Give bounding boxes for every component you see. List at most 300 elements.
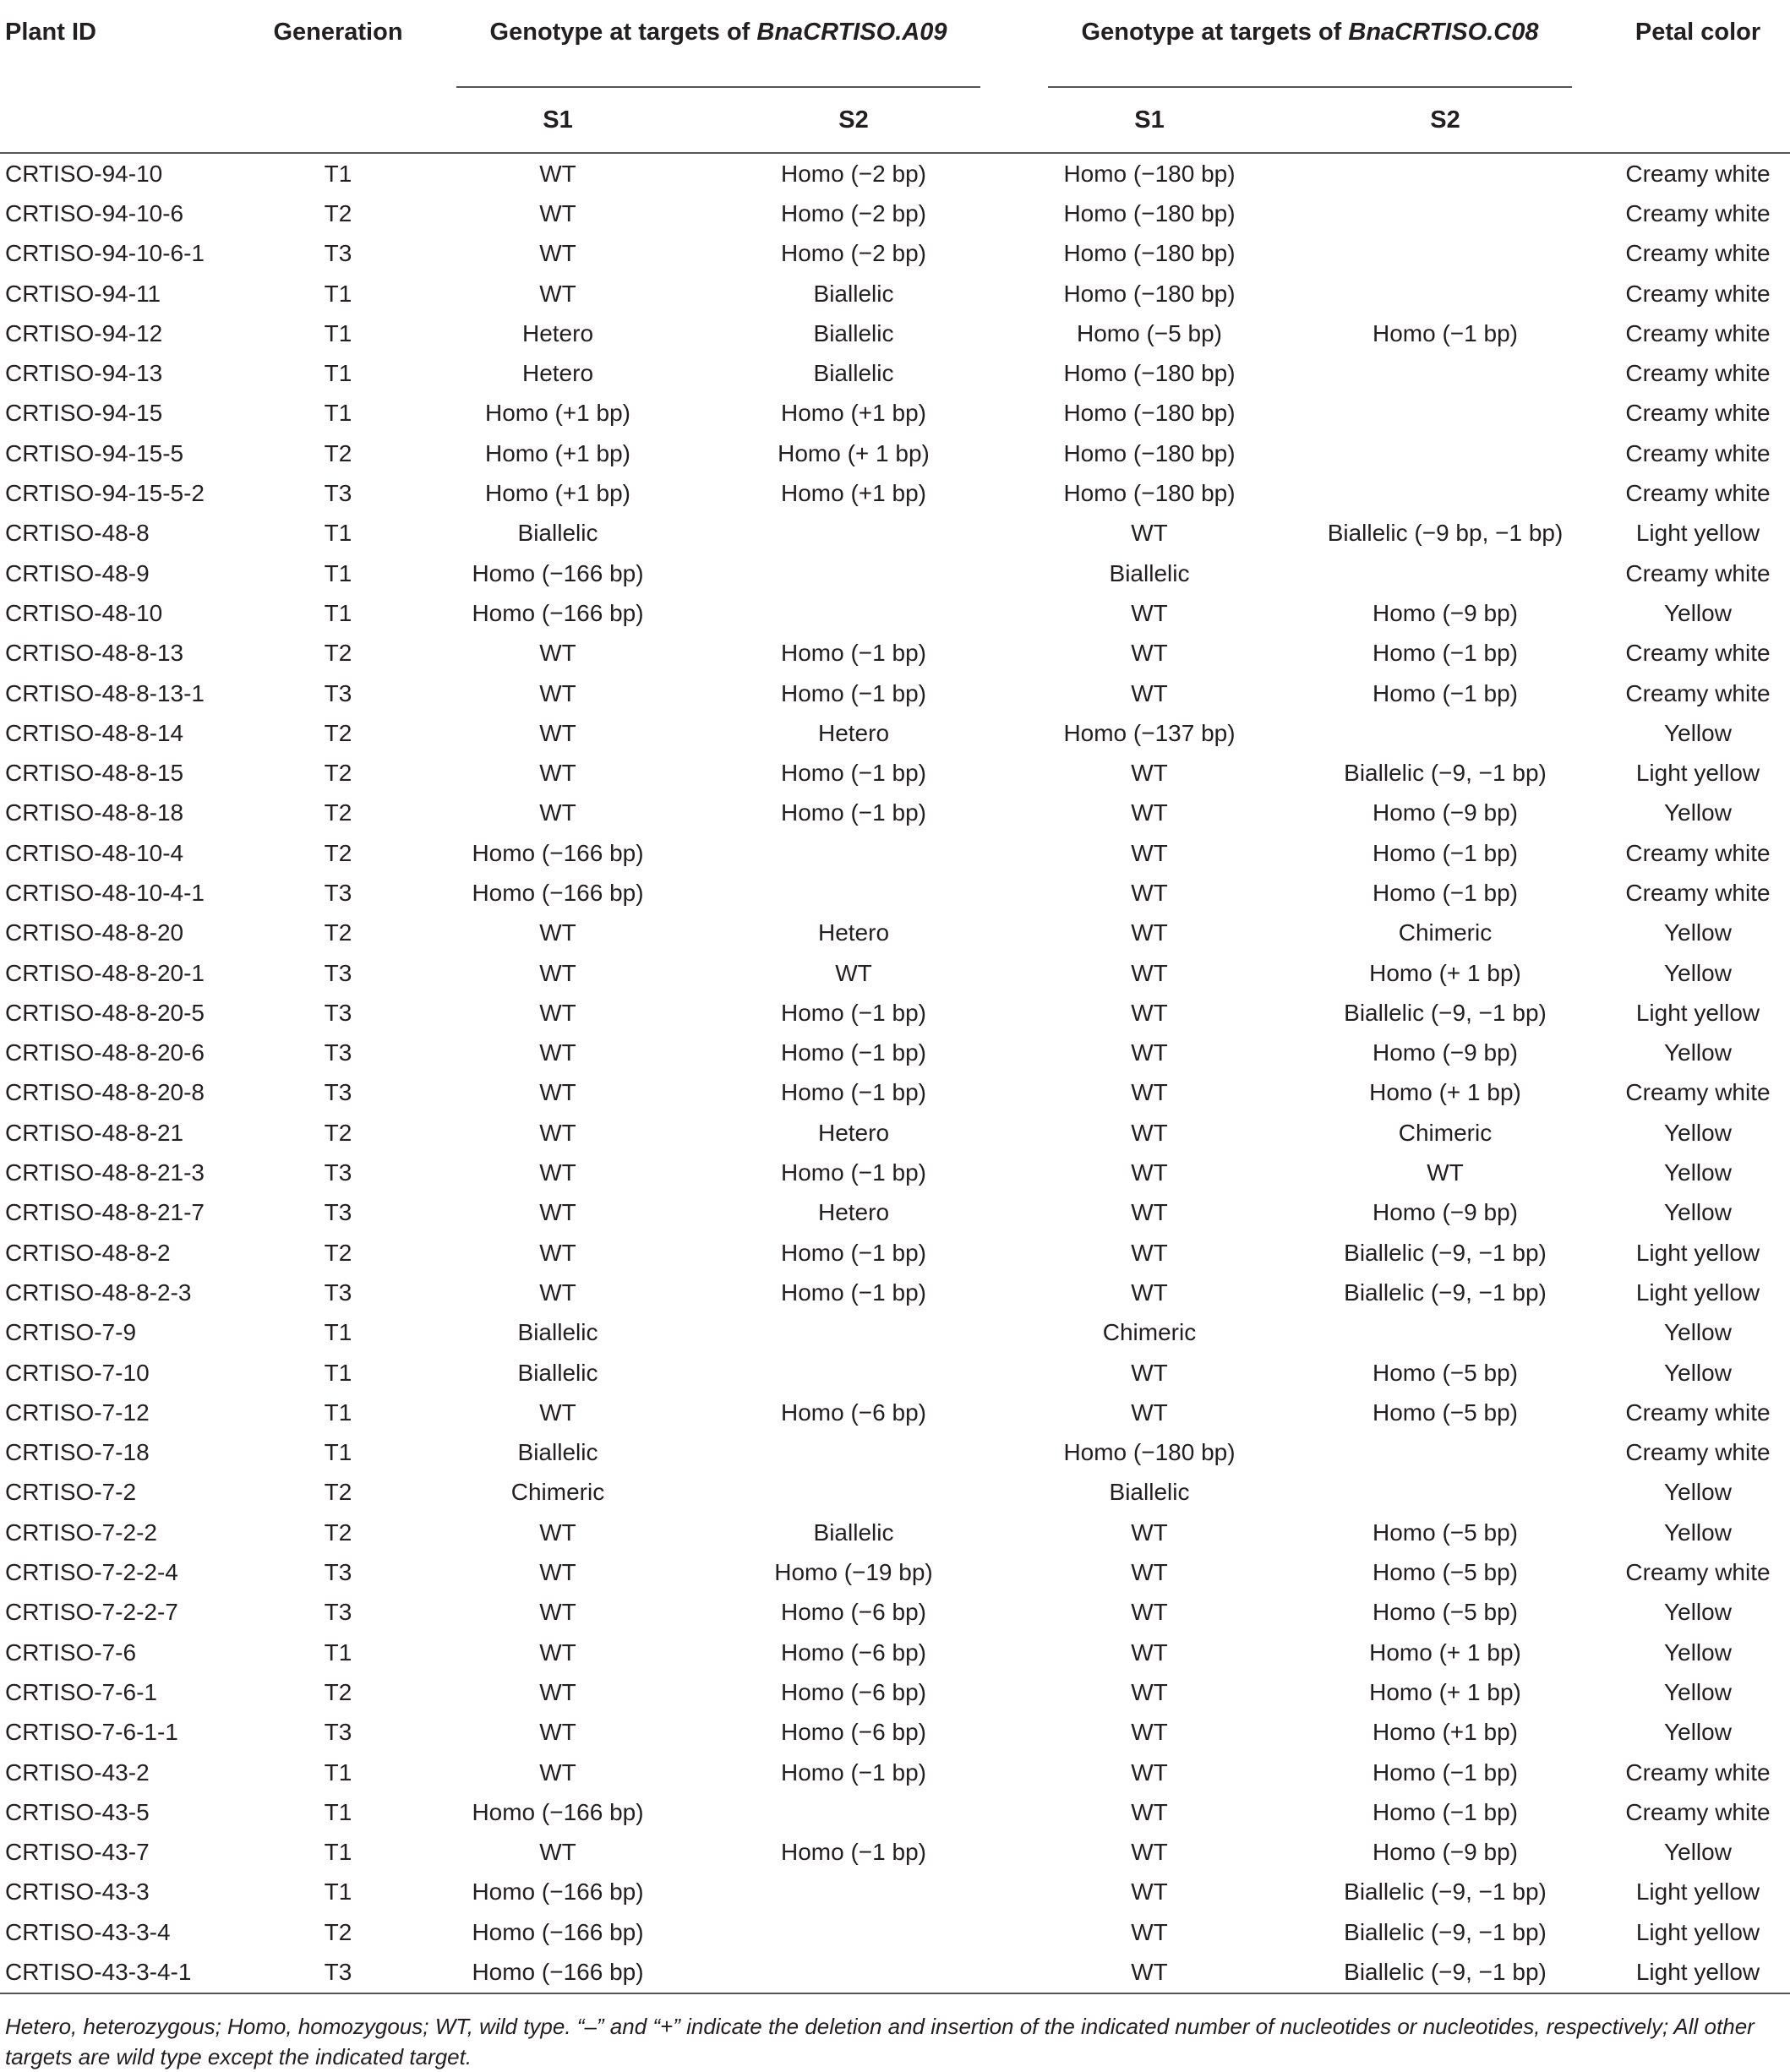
cell-petal-color: Yellow: [1664, 1719, 1732, 1746]
cell-c08-s2: [1285, 713, 1606, 753]
cell-generation: T1: [324, 160, 352, 187]
cell-plant-id: CRTISO-48-8: [5, 520, 150, 547]
cell-c08-s2: WT: [1427, 1159, 1464, 1186]
cell-petal-color: Creamy white: [1625, 1559, 1771, 1586]
cell-c08-s1: WT: [1131, 599, 1168, 626]
cell-c08-s2: [1285, 353, 1606, 393]
cell-petal-color: Creamy white: [1625, 280, 1771, 307]
cell-a09-s2: Homo (−1 bp): [781, 799, 926, 826]
table-row: [0, 793, 1790, 833]
cell-petal-color: Yellow: [1664, 1359, 1732, 1386]
cell-c08-s2: Homo (−1 bp): [1373, 679, 1518, 706]
cell-generation: T1: [324, 1839, 352, 1866]
cell-petal-color: Creamy white: [1625, 240, 1771, 267]
header-a09-s1: S1: [543, 106, 573, 134]
cell-plant-id: CRTISO-48-8-21-3: [5, 1159, 205, 1186]
cell-generation: T1: [324, 559, 352, 586]
cell-c08-s2: Homo (−9 bp): [1373, 1039, 1518, 1066]
cell-plant-id: CRTISO-48-10-4: [5, 839, 184, 866]
cell-petal-color: Yellow: [1664, 1599, 1732, 1626]
cell-a09-s1: WT: [539, 1079, 576, 1106]
cell-a09-s1: WT: [539, 959, 576, 986]
cell-petal-color: Yellow: [1664, 1199, 1732, 1226]
cell-c08-s2: [1285, 194, 1606, 233]
table-row: [0, 1792, 1790, 1832]
table-row: [0, 1593, 1790, 1633]
cell-petal-color: Creamy white: [1625, 1079, 1771, 1106]
cell-c08-s2: Homo (+ 1 bp): [1369, 1079, 1521, 1106]
cell-c08-s1: WT: [1131, 1239, 1168, 1266]
cell-plant-id: CRTISO-94-10: [5, 160, 163, 187]
header-group-c08: [1014, 0, 1606, 88]
cell-plant-id: CRTISO-7-2-2: [5, 1519, 157, 1546]
cell-c08-s2: Biallelic (−9, −1 bp): [1344, 1279, 1547, 1306]
cell-petal-color: Creamy white: [1625, 439, 1771, 466]
cell-a09-s1: Hetero: [521, 319, 594, 346]
cell-a09-s1: WT: [539, 640, 576, 667]
cell-a09-s2: [693, 1313, 1014, 1353]
cell-a09-s1: Homo (−166 bp): [472, 879, 644, 906]
cell-a09-s1: Homo (+1 bp): [485, 439, 630, 466]
cell-generation: T2: [324, 839, 352, 866]
cell-plant-id: CRTISO-94-10-6-1: [5, 240, 205, 267]
cell-a09-s2: Homo (−6 bp): [781, 1639, 926, 1666]
cell-a09-s1: Homo (−166 bp): [472, 559, 644, 586]
cell-a09-s2: [693, 1873, 1014, 1912]
cell-plant-id: CRTISO-48-8-2: [5, 1239, 171, 1266]
cell-petal-color: Creamy white: [1625, 199, 1771, 226]
cell-a09-s2: Homo (−2 bp): [781, 240, 926, 267]
cell-c08-s1: WT: [1131, 799, 1168, 826]
cell-a09-s2: Biallelic: [813, 1519, 894, 1546]
cell-c08-s1: Homo (−5 bp): [1077, 319, 1222, 346]
cell-petal-color: Creamy white: [1625, 640, 1771, 667]
table-row: [0, 234, 1790, 274]
cell-a09-s1: Hetero: [521, 360, 594, 387]
cell-plant-id: CRTISO-48-8-20-1: [5, 959, 205, 986]
cell-generation: T2: [324, 799, 352, 826]
cell-a09-s1: Homo (−166 bp): [472, 839, 644, 866]
cell-c08-s2: Biallelic (−9, −1 bp): [1344, 1918, 1547, 1945]
cell-a09-s1: WT: [539, 679, 576, 706]
cell-a09-s1: Chimeric: [510, 1479, 605, 1506]
cell-c08-s1: WT: [1131, 1798, 1168, 1825]
table-row: [0, 634, 1790, 673]
cell-a09-s1: WT: [539, 1239, 576, 1266]
cell-a09-s2: Biallelic: [813, 280, 894, 307]
table-row: [0, 1033, 1790, 1073]
header-generation: Generation: [273, 19, 403, 46]
cell-a09-s2: Homo (−6 bp): [781, 1599, 926, 1626]
cell-a09-s1: WT: [539, 280, 576, 307]
table-row: [0, 1473, 1790, 1513]
cell-plant-id: CRTISO-7-2-2-4: [5, 1559, 178, 1586]
cell-a09-s2: Homo (+1 bp): [781, 400, 926, 427]
cell-c08-s2: [1285, 234, 1606, 274]
cell-a09-s1: Biallelic: [517, 1319, 598, 1346]
cell-c08-s2: [1285, 1433, 1606, 1473]
cell-generation: T3: [324, 1279, 352, 1306]
cell-a09-s1: WT: [539, 160, 576, 187]
cell-plant-id: CRTISO-48-8-2-3: [5, 1279, 192, 1306]
table-row: [0, 1393, 1790, 1432]
cell-c08-s1: WT: [1131, 1639, 1168, 1666]
cell-petal-color: Yellow: [1664, 799, 1732, 826]
cell-generation: T2: [324, 1519, 352, 1546]
cell-plant-id: CRTISO-7-10: [5, 1359, 150, 1386]
cell-plant-id: CRTISO-48-9: [5, 559, 150, 586]
table-row: [0, 1832, 1790, 1872]
table-row: [0, 833, 1790, 873]
cell-c08-s2: Homo (+ 1 bp): [1369, 1678, 1521, 1705]
cell-plant-id: CRTISO-48-8-20-5: [5, 999, 205, 1026]
cell-c08-s1: WT: [1131, 760, 1168, 787]
cell-a09-s1: WT: [539, 1119, 576, 1146]
cell-a09-s1: Homo (−166 bp): [472, 1798, 644, 1825]
cell-c08-s2: Homo (−5 bp): [1373, 1399, 1518, 1426]
cell-a09-s1: WT: [539, 1599, 576, 1626]
cell-plant-id: CRTISO-43-2: [5, 1758, 150, 1786]
cell-c08-s2: Homo (−9 bp): [1373, 1839, 1518, 1866]
cell-c08-s2: Homo (−5 bp): [1373, 1519, 1518, 1546]
cell-a09-s2: Hetero: [817, 1199, 890, 1226]
cell-c08-s2: Homo (+ 1 bp): [1369, 959, 1521, 986]
cell-generation: T3: [324, 879, 352, 906]
cell-a09-s2: [693, 1473, 1014, 1513]
cell-plant-id: CRTISO-48-8-20-8: [5, 1079, 205, 1106]
cell-a09-s2: Homo (−1 bp): [781, 1079, 926, 1106]
cell-c08-s1: Biallelic: [1109, 559, 1190, 586]
cell-a09-s2: Homo (−1 bp): [781, 1159, 926, 1186]
cell-generation: T2: [324, 640, 352, 667]
cell-c08-s1: WT: [1131, 1279, 1168, 1306]
cell-c08-s1: Homo (−180 bp): [1063, 199, 1236, 226]
cell-a09-s1: WT: [539, 760, 576, 787]
cell-a09-s2: [693, 553, 1014, 593]
cell-c08-s1: WT: [1131, 1918, 1168, 1945]
cell-petal-color: Yellow: [1664, 1839, 1732, 1866]
cell-c08-s1: Homo (−180 bp): [1063, 1439, 1236, 1466]
header-c08-s2: S2: [1430, 106, 1460, 134]
cell-petal-color: Creamy white: [1625, 879, 1771, 906]
cell-plant-id: CRTISO-7-9: [5, 1319, 137, 1346]
cell-petal-color: Yellow: [1664, 1319, 1732, 1346]
table-header: [0, 0, 1790, 153]
cell-a09-s2: [693, 1353, 1014, 1393]
cell-c08-s1: Homo (−180 bp): [1063, 400, 1236, 427]
header-group-a09-gene: BnaCRTISO.A09: [756, 19, 947, 46]
table-row: [0, 1633, 1790, 1672]
table-row: [0, 1073, 1790, 1113]
header-blank: [1606, 88, 1790, 153]
cell-petal-color: Light yellow: [1635, 999, 1760, 1026]
cell-generation: T1: [324, 599, 352, 626]
cell-c08-s1: WT: [1131, 1678, 1168, 1705]
table-row: [0, 1753, 1790, 1792]
cell-petal-color: Yellow: [1664, 1678, 1732, 1705]
header-group-a09: [423, 0, 1014, 88]
cell-c08-s1: Homo (−137 bp): [1063, 719, 1236, 746]
cell-petal-color: Light yellow: [1635, 1239, 1760, 1266]
cell-c08-s2: Homo (−9 bp): [1373, 799, 1518, 826]
cell-a09-s1: Biallelic: [517, 520, 598, 547]
header-group-c08-prefix: Genotype at targets of: [1081, 19, 1349, 46]
cell-plant-id: CRTISO-48-8-14: [5, 719, 184, 746]
cell-a09-s1: WT: [539, 240, 576, 267]
cell-c08-s1: WT: [1131, 520, 1168, 547]
cell-generation: T2: [324, 1239, 352, 1266]
cell-a09-s1: WT: [539, 1519, 576, 1546]
table-row: [0, 314, 1790, 353]
table-row: [0, 274, 1790, 314]
table-footnote: Hetero, heterozygous; Homo, homozygous; WT, wild type. “–” and “+” indicate the deletion and insertion of the indicated number of nucleotides or nucleotides, respectively; All other targets are wild type except the indicated target.: [5, 2014, 1755, 2069]
cell-plant-id: CRTISO-94-15: [5, 400, 163, 427]
cell-plant-id: CRTISO-48-8-13-1: [5, 679, 205, 706]
cell-c08-s1: WT: [1131, 919, 1168, 946]
header-group-c08-gene: BnaCRTISO.C08: [1348, 19, 1539, 46]
cell-c08-s2: Homo (−1 bp): [1373, 879, 1518, 906]
cell-petal-color: Creamy white: [1625, 160, 1771, 187]
table-row: [0, 673, 1790, 713]
cell-a09-s1: Biallelic: [517, 1439, 598, 1466]
cell-a09-s1: WT: [539, 1758, 576, 1786]
cell-plant-id: CRTISO-43-3: [5, 1878, 150, 1906]
cell-c08-s1: Homo (−180 bp): [1063, 160, 1236, 187]
cell-c08-s1: WT: [1131, 640, 1168, 667]
cell-c08-s2: Homo (−1 bp): [1373, 1758, 1518, 1786]
cell-c08-s2: Homo (−5 bp): [1373, 1359, 1518, 1386]
cell-a09-s2: Homo (−19 bp): [774, 1559, 933, 1586]
cell-generation: T1: [324, 400, 352, 427]
cell-a09-s1: WT: [539, 799, 576, 826]
cell-generation: T3: [324, 480, 352, 507]
cell-generation: T2: [324, 1119, 352, 1146]
cell-plant-id: CRTISO-48-8-15: [5, 760, 184, 787]
cell-c08-s2: Homo (−1 bp): [1373, 1798, 1518, 1825]
cell-c08-s2: Homo (+1 bp): [1373, 1719, 1518, 1746]
cell-generation: T1: [324, 1359, 352, 1386]
cell-generation: T1: [324, 1319, 352, 1346]
cell-petal-color: Yellow: [1664, 599, 1732, 626]
cell-c08-s1: Homo (−180 bp): [1063, 240, 1236, 267]
cell-c08-s1: Homo (−180 bp): [1063, 480, 1236, 507]
cell-c08-s2: [1285, 1473, 1606, 1513]
cell-plant-id: CRTISO-94-15-5-2: [5, 480, 205, 507]
cell-a09-s2: Homo (+ 1 bp): [778, 439, 930, 466]
table-row: [0, 753, 1790, 793]
cell-c08-s2: Biallelic (−9, −1 bp): [1344, 1959, 1547, 1985]
cell-generation: T3: [324, 1159, 352, 1186]
cell-a09-s2: [693, 593, 1014, 633]
cell-generation: T3: [324, 999, 352, 1026]
cell-c08-s2: Homo (−9 bp): [1373, 599, 1518, 626]
cell-generation: T2: [324, 199, 352, 226]
header-c08-s1: S1: [1134, 106, 1165, 134]
cell-a09-s1: Homo (−166 bp): [472, 1959, 644, 1985]
cell-plant-id: CRTISO-7-12: [5, 1399, 150, 1426]
cell-a09-s2: Homo (−6 bp): [781, 1719, 926, 1746]
table-row: [0, 1313, 1790, 1353]
cell-petal-color: Yellow: [1664, 1639, 1732, 1666]
cell-c08-s2: Homo (−1 bp): [1373, 319, 1518, 346]
cell-plant-id: CRTISO-43-3-4-1: [5, 1959, 192, 1985]
cell-a09-s1: WT: [539, 1399, 576, 1426]
cell-c08-s1: WT: [1131, 1359, 1168, 1386]
cell-petal-color: Creamy white: [1625, 839, 1771, 866]
cell-petal-color: Creamy white: [1625, 1758, 1771, 1786]
cell-c08-s2: Biallelic (−9, −1 bp): [1344, 1878, 1547, 1906]
cell-petal-color: Light yellow: [1635, 1279, 1760, 1306]
cell-c08-s2: Biallelic (−9, −1 bp): [1344, 999, 1547, 1026]
cell-c08-s2: Homo (−1 bp): [1373, 839, 1518, 866]
cell-a09-s1: Homo (+1 bp): [485, 400, 630, 427]
cell-a09-s2: Homo (−2 bp): [781, 199, 926, 226]
cell-plant-id: CRTISO-48-8-20: [5, 919, 184, 946]
cell-c08-s1: WT: [1131, 839, 1168, 866]
cell-a09-s2: Homo (−6 bp): [781, 1678, 926, 1705]
table-row: [0, 514, 1790, 553]
cell-petal-color: Light yellow: [1635, 1918, 1760, 1945]
cell-c08-s1: Homo (−180 bp): [1063, 360, 1236, 387]
table-row: [0, 1713, 1790, 1753]
cell-plant-id: CRTISO-7-6-1-1: [5, 1719, 178, 1746]
table-row: [0, 433, 1790, 473]
cell-c08-s1: Homo (−180 bp): [1063, 439, 1236, 466]
cell-a09-s2: Hetero: [817, 719, 890, 746]
cell-generation: T2: [324, 1678, 352, 1705]
cell-a09-s2: Homo (−1 bp): [781, 760, 926, 787]
cell-c08-s1: WT: [1131, 959, 1168, 986]
cell-c08-s2: [1285, 553, 1606, 593]
cell-generation: T1: [324, 520, 352, 547]
cell-a09-s2: Homo (−6 bp): [781, 1399, 926, 1426]
cell-petal-color: Creamy white: [1625, 400, 1771, 427]
cell-generation: T1: [324, 1758, 352, 1786]
header-blank: [0, 88, 254, 153]
header-a09-s2: S2: [838, 106, 869, 134]
cell-a09-s2: Biallelic: [813, 319, 894, 346]
cell-plant-id: CRTISO-43-7: [5, 1839, 150, 1866]
cell-petal-color: Yellow: [1664, 1479, 1732, 1506]
cell-a09-s2: [693, 1952, 1014, 1993]
cell-c08-s1: WT: [1131, 1878, 1168, 1906]
cell-c08-s2: Homo (−5 bp): [1373, 1599, 1518, 1626]
cell-generation: T3: [324, 1719, 352, 1746]
table-row: [0, 873, 1790, 913]
cell-c08-s1: Chimeric: [1102, 1319, 1197, 1346]
cell-c08-s2: Homo (−1 bp): [1373, 640, 1518, 667]
cell-a09-s1: Biallelic: [517, 1359, 598, 1386]
table-row: [0, 1193, 1790, 1233]
cell-plant-id: CRTISO-48-8-21: [5, 1119, 184, 1146]
cell-plant-id: CRTISO-48-10-4-1: [5, 879, 205, 906]
cell-a09-s1: WT: [539, 1839, 576, 1866]
cell-generation: T2: [324, 719, 352, 746]
cell-generation: T3: [324, 1079, 352, 1106]
table-row: [0, 1113, 1790, 1153]
cell-generation: T3: [324, 1599, 352, 1626]
header-petal-color: Petal color: [1634, 19, 1761, 46]
cell-a09-s1: WT: [539, 1159, 576, 1186]
cell-plant-id: CRTISO-7-2: [5, 1479, 137, 1506]
table-row: [0, 1552, 1790, 1592]
cell-a09-s1: WT: [539, 199, 576, 226]
cell-generation: T3: [324, 1199, 352, 1226]
cell-petal-color: Yellow: [1664, 959, 1732, 986]
cell-a09-s2: Homo (−1 bp): [781, 1239, 926, 1266]
cell-a09-s2: Homo (−1 bp): [781, 1839, 926, 1866]
cell-petal-color: Light yellow: [1635, 1878, 1760, 1906]
cell-plant-id: CRTISO-7-2-2-7: [5, 1599, 178, 1626]
cell-c08-s1: WT: [1131, 1079, 1168, 1106]
cell-generation: T1: [324, 1399, 352, 1426]
cell-a09-s2: WT: [835, 959, 872, 986]
cell-generation: T1: [324, 360, 352, 387]
cell-petal-color: Yellow: [1664, 1119, 1732, 1146]
cell-c08-s1: Homo (−180 bp): [1063, 280, 1236, 307]
cell-a09-s2: [693, 873, 1014, 913]
cell-c08-s1: WT: [1131, 1399, 1168, 1426]
cell-a09-s2: Homo (−1 bp): [781, 1039, 926, 1066]
cell-generation: T1: [324, 280, 352, 307]
cell-c08-s1: WT: [1131, 679, 1168, 706]
cell-c08-s2: Homo (−5 bp): [1373, 1559, 1518, 1586]
cell-generation: T1: [324, 1878, 352, 1906]
table-row: [0, 1873, 1790, 1912]
cell-c08-s1: WT: [1131, 1758, 1168, 1786]
cell-generation: T1: [324, 1798, 352, 1825]
table-row: [0, 1952, 1790, 1993]
cell-petal-color: Yellow: [1664, 719, 1732, 746]
cell-c08-s1: WT: [1131, 1119, 1168, 1146]
cell-plant-id: CRTISO-48-8-20-6: [5, 1039, 205, 1066]
cell-generation: T3: [324, 959, 352, 986]
cell-a09-s2: Homo (−2 bp): [781, 160, 926, 187]
cell-a09-s1: Homo (−166 bp): [472, 1878, 644, 1906]
cell-petal-color: Yellow: [1664, 1159, 1732, 1186]
cell-c08-s2: Biallelic (−9 bp, −1 bp): [1327, 520, 1564, 547]
cell-c08-s1: WT: [1131, 1839, 1168, 1866]
cell-plant-id: CRTISO-7-18: [5, 1439, 150, 1466]
cell-c08-s1: WT: [1131, 1519, 1168, 1546]
table-row: [0, 153, 1790, 194]
cell-plant-id: CRTISO-48-10: [5, 599, 163, 626]
table-row: [0, 1513, 1790, 1552]
cell-plant-id: CRTISO-48-8-21-7: [5, 1199, 205, 1226]
cell-a09-s2: [693, 1912, 1014, 1952]
cell-plant-id: CRTISO-7-6-1: [5, 1678, 157, 1705]
header-plant-id: Plant ID: [5, 19, 96, 46]
cell-a09-s1: WT: [539, 1199, 576, 1226]
table-row: [0, 1273, 1790, 1312]
cell-generation: T2: [324, 760, 352, 787]
cell-petal-color: Creamy white: [1625, 1798, 1771, 1825]
table-body: [0, 153, 1790, 1993]
cell-petal-color: Creamy white: [1625, 1399, 1771, 1426]
cell-petal-color: Light yellow: [1635, 520, 1760, 547]
cell-petal-color: Creamy white: [1625, 1439, 1771, 1466]
table-row: [0, 194, 1790, 233]
cell-a09-s2: Hetero: [817, 1119, 890, 1146]
cell-plant-id: CRTISO-43-3-4: [5, 1918, 171, 1945]
cell-a09-s2: Homo (−1 bp): [781, 640, 926, 667]
table-row: [0, 1912, 1790, 1952]
cell-generation: T2: [324, 1918, 352, 1945]
table-row: [0, 1433, 1790, 1473]
table-row: [0, 353, 1790, 393]
header-blank: [254, 88, 423, 153]
cell-c08-s2: [1285, 153, 1606, 194]
